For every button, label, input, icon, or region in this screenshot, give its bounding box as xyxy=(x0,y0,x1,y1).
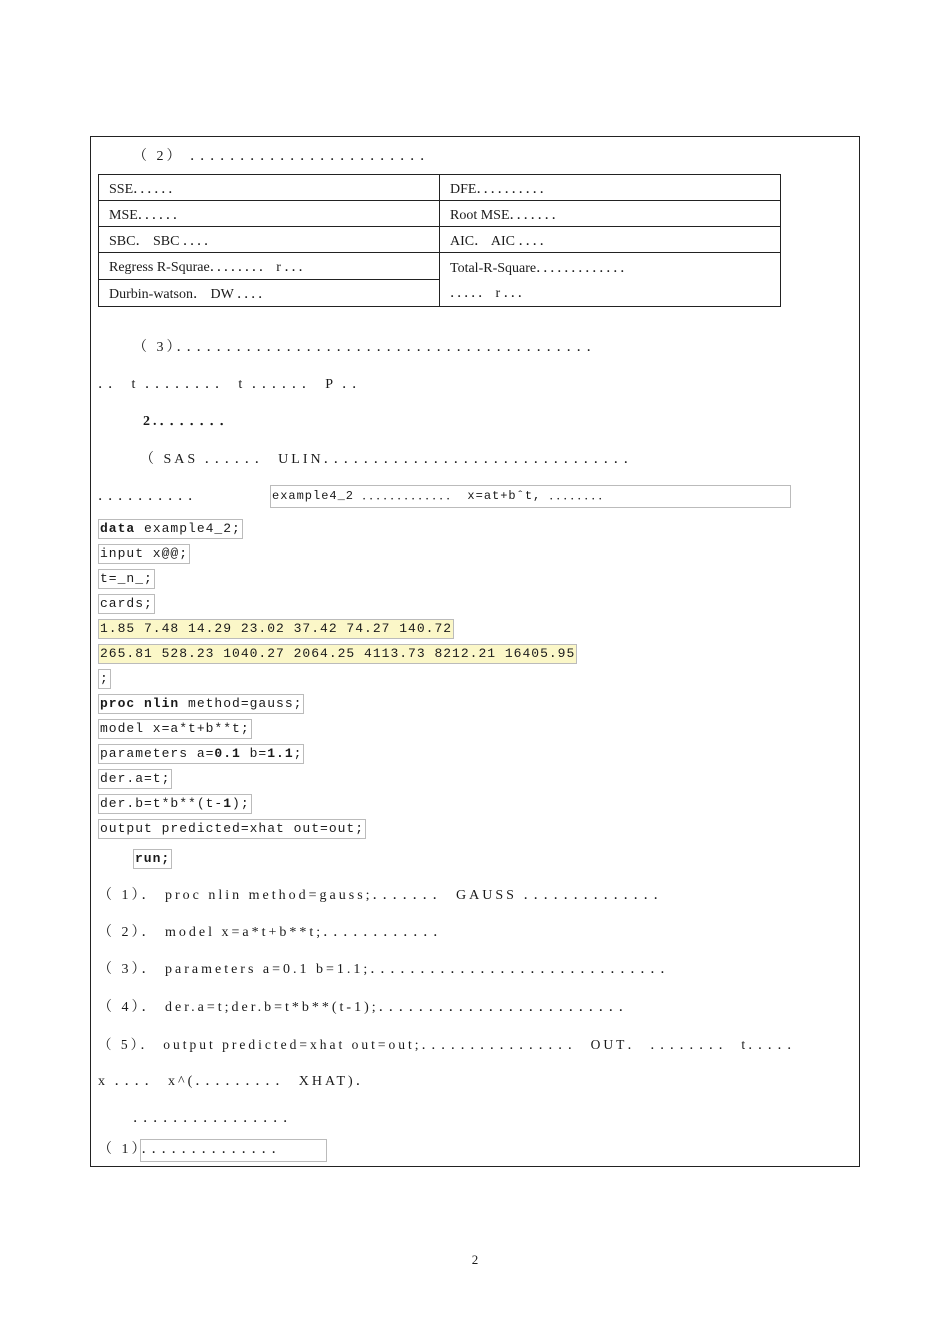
code-text: b= xyxy=(240,746,268,761)
table-cell: Durbin-watson． DW ．．．． xyxy=(99,280,440,307)
code-text: example4_2; xyxy=(135,521,241,536)
code-number: 1 xyxy=(223,796,233,811)
code-keyword: proc nlin xyxy=(100,696,180,711)
code-text: der.b=t*b**(t- xyxy=(100,796,224,811)
note-line: （ 3）． parameters a=0.1 b=1.1;．．．．．．．．．．．．．．．．．．．．．．．．．．．．．． xyxy=(98,962,678,977)
code-line: model x=a*t+b**t; xyxy=(98,719,252,739)
paragraph-3-line1: （ 3）．．．．．．．．．．．．．．．．．．．．．．．．．．．．．．．．．．．．．．．．．． xyxy=(133,340,604,355)
code-number: 0.1 xyxy=(214,746,241,761)
code-data-line: 265.81 528.23 1040.27 2064.25 4113.73 8212.21 16405.95 xyxy=(98,644,577,664)
note-line: （ 1）． proc nlin method=gauss;．．．．．．． GAUSS ．．．．．．．．．．．．．． xyxy=(98,888,671,903)
table-cell: Root MSE．．．．．．． xyxy=(440,201,781,227)
note-line: （ 1）．．．．．．．．．．．．．． xyxy=(98,1142,289,1157)
code-line: run; xyxy=(133,849,172,869)
textbox-outline xyxy=(140,1139,327,1162)
note-line: （ 4）． der.a=t;der.b=t*b**(t-1);．．．．．．．．．．．．．．．．．．．．．．．．． xyxy=(98,1000,636,1015)
section-heading: 2.．．．．．．． xyxy=(143,414,237,429)
table-row xyxy=(99,175,781,201)
note-line: x ．．．． x^(．．．．．．．．． XHAT)． xyxy=(98,1074,373,1089)
code-data-line: 1.85 7.48 14.29 23.02 37.42 74.27 140.72 xyxy=(98,619,454,639)
code-line: input x@@; xyxy=(98,544,190,564)
note-line: （ 5）． output predicted=xhat out=out;．．．．．．．．．．．．．．．． OUT． ．．．．．．．． t．．．．． xyxy=(98,1037,804,1052)
note-line: ．．．．．．．．．．．．．．．． xyxy=(133,1111,300,1126)
code-line: der.a=t; xyxy=(98,769,172,789)
table-cell-merged xyxy=(440,253,781,307)
table-cell: SBC． SBC ．．．． xyxy=(99,227,440,253)
code-text: ; xyxy=(293,746,303,761)
page-number: 2 xyxy=(471,1252,479,1267)
table-cell: AIC． AIC ．．．． xyxy=(440,227,781,253)
parameter-table xyxy=(98,174,781,307)
paragraph-3-line2: ．． t ．．．．．．．． t ．．．．．． P ．． xyxy=(98,377,370,392)
table-row xyxy=(99,227,781,253)
table-cell: DFE．．．．．．．．．． xyxy=(440,175,781,201)
code-line: output predicted=xhat out=out; xyxy=(98,819,366,839)
paragraph-sas: （ SAS ．．．．．． ULIN．．．．．．．．．．．．．．．．．．．．．．．．．．．．．．． xyxy=(140,452,641,467)
code-line xyxy=(98,794,252,814)
code-text: parameters a= xyxy=(100,746,215,761)
code-line xyxy=(98,519,243,539)
code-line xyxy=(98,694,304,714)
code-line: ; xyxy=(98,669,111,689)
code-keyword: data xyxy=(100,521,136,536)
code-text: ); xyxy=(232,796,250,811)
code-line xyxy=(98,744,304,764)
table-row xyxy=(99,201,781,227)
code-line: t=_n_; xyxy=(98,569,155,589)
table-cell: SSE．．．．．． xyxy=(99,175,440,201)
paragraph-example-box: example4_2 ．．．．．．．．．．．．． x=at+bˆt, ．．．．．．．． xyxy=(270,485,791,508)
paragraph-example-pre: ．．．．．．．．．． xyxy=(98,489,205,504)
code-text: method=gauss; xyxy=(179,696,303,711)
note-line: （ 2）． model x=a*t+b**t;．．．．．．．．．．．． xyxy=(98,925,451,940)
code-line: cards; xyxy=(98,594,155,614)
code-number: 1.1 xyxy=(267,746,294,761)
intro-line-2: （ 2） ．．．．．．．．．．．．．．．．．．．．．．．． xyxy=(133,149,437,164)
table-row xyxy=(99,253,781,280)
total-r-square-line1: Total-R-Square．．．．．．．．．．．．． xyxy=(450,261,635,276)
total-r-square-line2: ．．．．． r ．．． xyxy=(450,286,532,301)
table-cell: Regress R-Squrae．．．．．．．． r ．．． xyxy=(99,253,440,280)
table-cell: MSE．．．．．． xyxy=(99,201,440,227)
